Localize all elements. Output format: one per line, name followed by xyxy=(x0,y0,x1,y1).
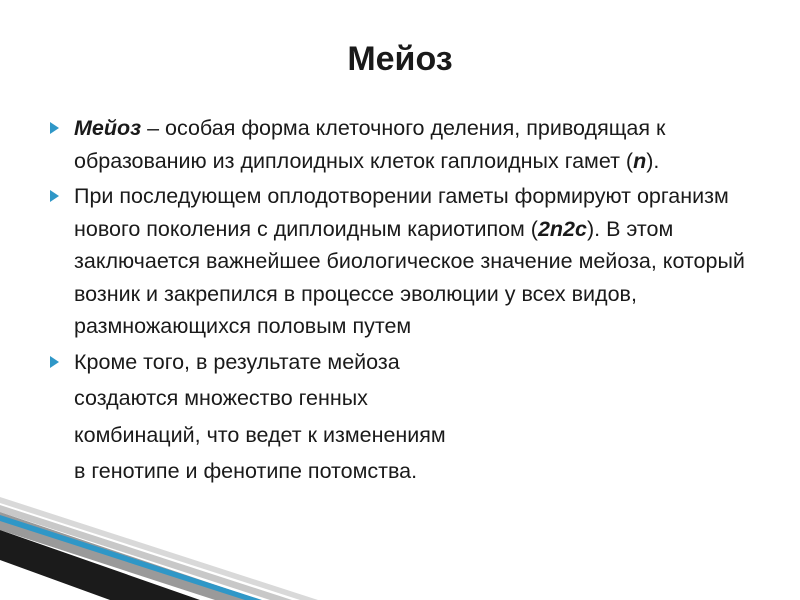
triangle-bullet-icon xyxy=(50,356,60,370)
definition-text-a: – особая форма клеточного деления, приводящая к образованию из диплоидных клеток гаплоидных гамет ( xyxy=(74,116,666,173)
stripe-blue xyxy=(0,515,262,600)
recombination-line-1: создаются множество генных xyxy=(74,386,368,410)
triangle-bullet-icon xyxy=(50,122,60,136)
recombination-first-line: Кроме того, в результате мейоза xyxy=(74,349,400,374)
definition-text-b: ). xyxy=(646,148,660,173)
ploidy-haploid: n xyxy=(633,148,647,173)
bullet-paragraph-recombination xyxy=(50,346,770,488)
bullet-paragraph-definition xyxy=(50,112,770,177)
fertilization-text-b: ). В этом заключается важнейшее биологическое значение мейоза, который возник и закрепился в процессе эволюции у всех видов, размножающихся половым путем xyxy=(74,216,745,338)
bullet-paragraph-fertilization xyxy=(50,180,770,343)
ploidy-diploid: 2n2c xyxy=(537,216,587,241)
stripe-grey xyxy=(0,512,260,600)
triangle-bullet-icon xyxy=(50,190,60,204)
stripe-light-1 xyxy=(0,497,318,600)
slide-title: Мейоз xyxy=(347,40,453,78)
stripe-dark xyxy=(0,530,200,600)
stripe-light-2 xyxy=(0,505,292,600)
slide-body xyxy=(50,112,770,491)
stripe-group xyxy=(0,497,318,600)
recombination-line-3: в генотипе и фенотипе потомства. xyxy=(74,459,418,483)
term-meiosis: Мейоз xyxy=(74,116,142,140)
recombination-line-2: комбинаций, что ведет к изменениям xyxy=(74,422,446,447)
fertilization-text-a: При последующем оплодотворении гаметы формируют организм нового поколения с диплоидным кариотипом ( xyxy=(74,184,729,241)
